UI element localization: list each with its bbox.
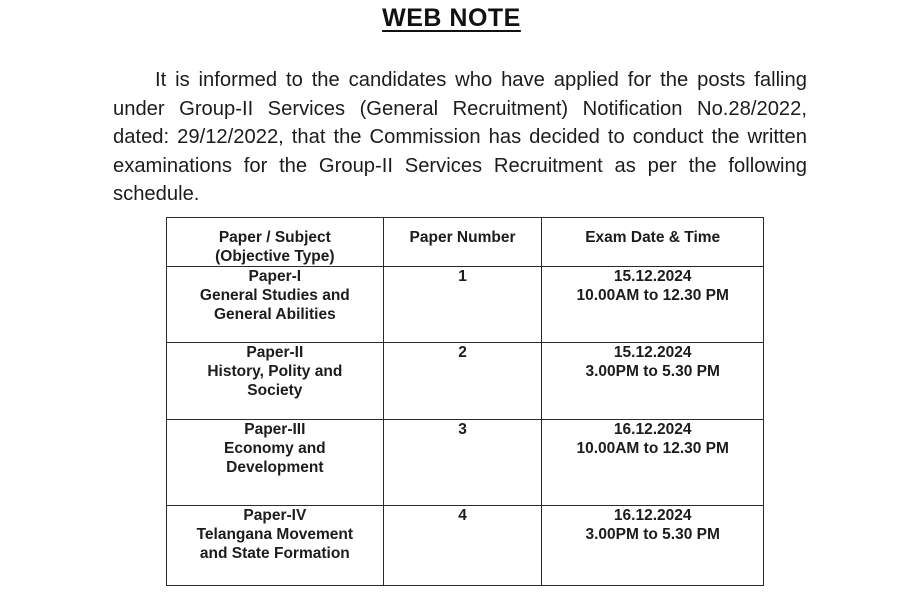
subject-line1: General Studies and bbox=[199, 287, 350, 304]
header-paper-subject bbox=[167, 218, 384, 267]
subject-line1: Economy and bbox=[224, 440, 326, 457]
subject-line2: Development bbox=[226, 459, 324, 476]
exam-date-time-cell bbox=[542, 343, 764, 420]
paper-label: Paper-II bbox=[246, 344, 304, 361]
subject-line2: Society bbox=[247, 382, 303, 399]
table-row bbox=[167, 343, 764, 420]
subject-line1: Telangana Movement bbox=[196, 526, 354, 543]
exam-date: 15.12.2024 bbox=[613, 344, 692, 361]
exam-time: 10.00AM to 12.30 PM bbox=[576, 440, 729, 457]
header-exam-date-time: Exam Date & Time bbox=[542, 218, 764, 267]
exam-date: 16.12.2024 bbox=[613, 421, 692, 438]
table-header-row bbox=[167, 218, 764, 267]
paper-number-cell: 4 bbox=[383, 506, 542, 586]
table-row bbox=[167, 420, 764, 506]
exam-time: 3.00PM to 5.30 PM bbox=[585, 363, 720, 380]
page-title: WEB NOTE bbox=[382, 4, 521, 32]
header-paper-subject-line1: Paper / Subject bbox=[218, 229, 331, 246]
table-row bbox=[167, 506, 764, 586]
table-row bbox=[167, 267, 764, 343]
paper-number-cell: 2 bbox=[383, 343, 542, 420]
exam-date-time-cell bbox=[542, 267, 764, 343]
paper-number-cell: 1 bbox=[383, 267, 542, 343]
paper-number-cell: 3 bbox=[383, 420, 542, 506]
subject-line2: and State Formation bbox=[199, 545, 350, 562]
paper-label: Paper-IV bbox=[243, 507, 307, 524]
exam-date: 16.12.2024 bbox=[613, 507, 692, 524]
header-paper-subject-line2: (Objective Type) bbox=[215, 248, 335, 265]
intro-paragraph: It is informed to the candidates who have applied for the posts falling under Group-II Services (General Recruitment) Notification No.28/2022, dated: 29/12/2022, that the Commission has decided to conduct the written examinations for the Group-II Services Recruitment as per the following schedule. bbox=[113, 69, 807, 205]
paper-label: Paper-III bbox=[244, 421, 306, 438]
paper-subject-cell bbox=[167, 267, 384, 343]
paper-label: Paper-I bbox=[248, 268, 302, 285]
paper-subject-cell bbox=[167, 343, 384, 420]
subject-line2: General Abilities bbox=[213, 306, 336, 323]
paper-subject-cell bbox=[167, 506, 384, 586]
exam-schedule-table bbox=[166, 217, 764, 586]
exam-date-time-cell bbox=[542, 506, 764, 586]
subject-line1: History, Polity and bbox=[207, 363, 343, 380]
exam-date: 15.12.2024 bbox=[613, 268, 692, 285]
exam-time: 10.00AM to 12.30 PM bbox=[576, 287, 729, 304]
exam-date-time-cell bbox=[542, 420, 764, 506]
header-paper-number: Paper Number bbox=[383, 218, 542, 267]
paper-subject-cell bbox=[167, 420, 384, 506]
exam-time: 3.00PM to 5.30 PM bbox=[585, 526, 720, 543]
